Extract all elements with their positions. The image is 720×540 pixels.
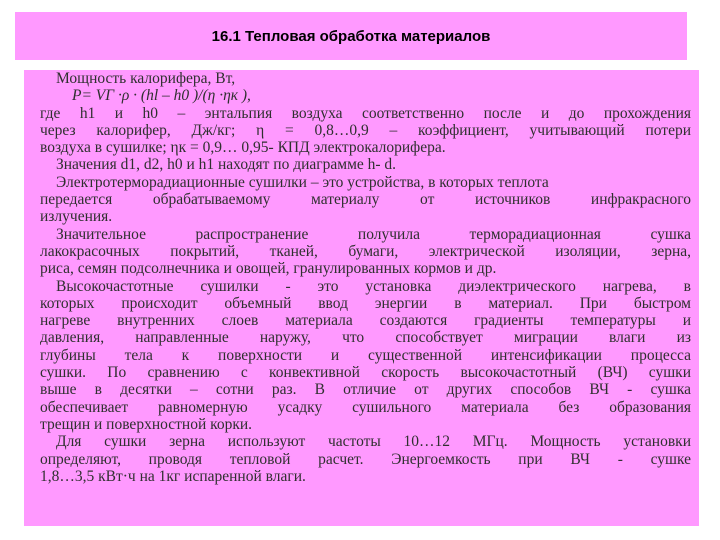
text-line: лакокрасочных покрытий, тканей, бумаги, электрической изоляции, зерна, (40, 242, 691, 260)
text-line: Значения d1, d2, h0 и h1 находят по диаграмме h- d. (56, 156, 397, 174)
text-line: 1,8…3,5 кВт·ч на 1кг испаренной влаги. (40, 467, 306, 485)
text-line: Значительное распространение получила терморадиационная сушка (56, 225, 691, 243)
text-line: сушки. По сравнению с конвективной скорость высокочастотный (ВЧ) сушки (40, 364, 691, 382)
text-line: риса, семян подсолнечника и овощей, гранулированных кормов и др. (40, 260, 497, 278)
text-line: которых происходит объемный ввод энергии в материал. При быстром (40, 294, 691, 312)
text-line: выше в десятки – сотни раз. В отличие от других способов ВЧ - сушка (40, 381, 691, 399)
text-line: передается обрабатываемому материалу от источников инфракрасного (40, 191, 691, 209)
slide-title: 16.1 Тепловая обработка материалов (211, 27, 491, 45)
text-line: где h1 и h0 – энтальпия воздуха соответственно после и до прохождения (40, 104, 691, 122)
text-panel (24, 70, 699, 526)
text-line: излучения. (40, 208, 113, 226)
slide-title-bar (15, 12, 687, 60)
formula-power: P= VГ ·ρ · (hl – h0 )/(η ·ηк ), (72, 87, 251, 105)
text-line: Высокочастотные сушилки - это установка диэлектрического нагрева, в (56, 277, 691, 295)
text-line: определяют, проводя тепловой расчет. Энергоемкость при ВЧ - сушке (40, 450, 691, 468)
text-line: трещин и поверхностной корки. (40, 415, 253, 433)
text-line: нагреве внутренних слоев материала создаются градиенты температуры и (40, 312, 691, 330)
text-line: Электротерморадиационные сушилки – это устройства, в которых теплота (56, 173, 549, 191)
text-line: воздуха в сушилке; ηк = 0,9… 0,95- КПД электрокалорифера. (40, 139, 446, 157)
text-line: через калорифер, Дж/кг; η = 0,8…0,9 – коэффициент, учитывающий потери (40, 121, 691, 139)
text-line: обеспечивает равномерную усадку сушильного материала без образования (40, 398, 691, 416)
text-line: глубины тела к поверхности и существенной интенсификации процесса (40, 346, 691, 364)
text-line: давления, направленные наружу, что способствует миграции влаги из (40, 329, 691, 347)
text-line: Для сушки зерна используют частоты 10…12 МГц. Мощность установки (56, 433, 691, 451)
text-line-power-heading: Мощность калорифера, Вт, (56, 70, 236, 87)
